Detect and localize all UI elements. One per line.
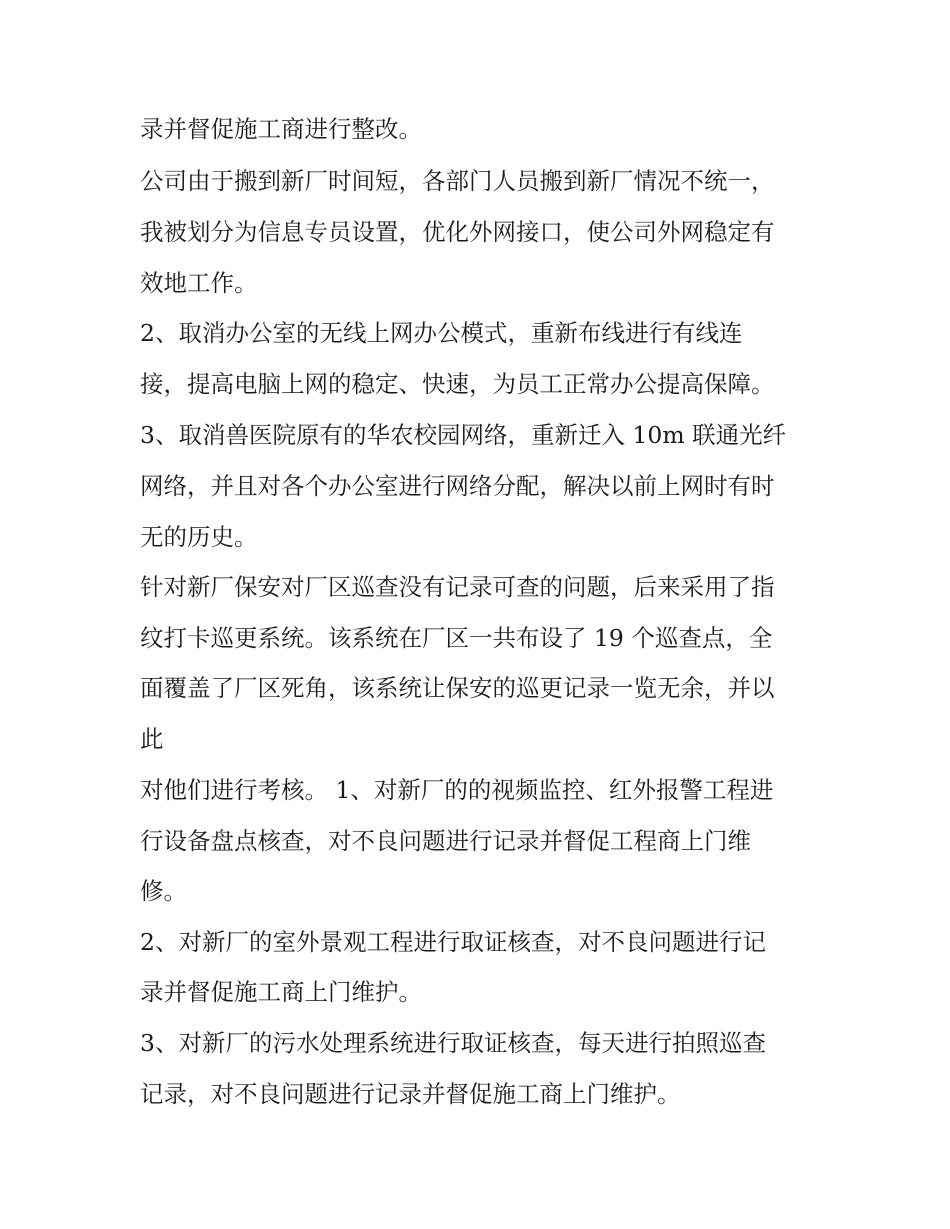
text-line: 行设备盘点核查，对不良问题进行记录并督促工程商上门维 xyxy=(140,827,751,855)
text-line: 录并督促施工商进行整改。 xyxy=(140,115,422,143)
text-line: 录并督促施工商上门维护。 xyxy=(140,978,422,1006)
text-line: 针对新厂保安对厂区巡查没有记录可查的问题，后来采用了指 xyxy=(140,573,775,601)
text-line: 3、取消兽医院原有的华农校园网络，重新迁入 10m 联通光纤 xyxy=(140,421,787,449)
text-line: 纹打卡巡更系统。该系统在厂区一共布设了 19 个巡查点，全 xyxy=(140,624,773,652)
text-line: 面覆盖了厂区死角，该系统让保安的巡更记录一览无余，并以 xyxy=(140,674,775,702)
text-line: 修。 xyxy=(140,877,187,905)
text-line: 公司由于搬到新厂时间短，各部门人员搬到新厂情况不统一， xyxy=(140,167,775,195)
text-line: 2、对新厂的室外景观工程进行取证核查，对不良问题进行记 xyxy=(140,928,766,956)
text-line: 此 xyxy=(140,725,164,753)
text-line: 接，提高电脑上网的稳定、快速，为员工正常办公提高保障。 xyxy=(140,370,775,398)
text-line: 3、对新厂的污水处理系统进行取证核查，每天进行拍照巡查 xyxy=(140,1029,766,1057)
text-line: 效地工作。 xyxy=(140,269,258,297)
text-line: 网络，并且对各个办公室进行网络分配，解决以前上网时有时 xyxy=(140,472,775,500)
text-line: 无的历史。 xyxy=(140,523,258,551)
text-line: 对他们进行考核。 1、对新厂的的视频监控、红外报警工程进 xyxy=(140,776,774,804)
text-line: 记录，对不良问题进行记录并督促施工商上门维护。 xyxy=(140,1080,681,1108)
text-line: 我被划分为信息专员设置，优化外网接口，使公司外网稳定有 xyxy=(140,218,775,246)
text-line: 2、取消办公室的无线上网办公模式，重新布线进行有线连 xyxy=(140,319,743,347)
